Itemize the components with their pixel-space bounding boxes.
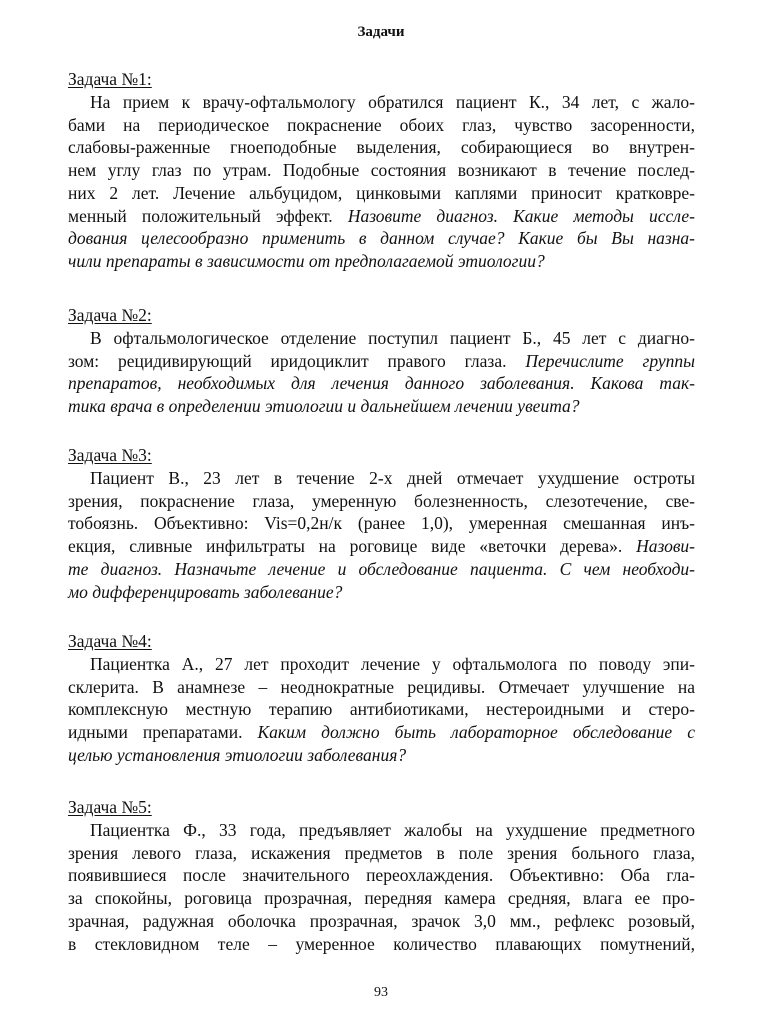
question-text: те диагноз. Назначьте лечение и обследование пациента. С чем необходи- (68, 558, 695, 579)
text-line (68, 250, 695, 273)
question-text: тика врача в определении этиологии и дальнейшем лечении увеита? (68, 396, 580, 417)
text-line: зом: рецидивирующий иридоциклит правого глаза. Перечислите группы (68, 350, 695, 371)
task-text (68, 819, 695, 955)
text-line: екция, сливные инфильтраты на роговице виде «веточки дерева». Назови- (68, 536, 695, 557)
question-text: Перечислите группы (525, 350, 695, 371)
task-text (68, 327, 695, 418)
task-heading: Задача №4: (68, 631, 152, 651)
question-text: дования целесообразно применить в данном случае? Какие бы Вы назна- (68, 228, 695, 249)
text-line (68, 395, 695, 418)
text-line: зрения левого глаза, искажения предметов в поле зрения больного глаза, (68, 842, 695, 863)
text-line: нем углу глаз по утрам. Подобные состояния возникают в течение послед- (68, 160, 695, 181)
text-line: за спокойны, роговица прозрачная, передняя камера средняя, влага ее про- (68, 888, 695, 909)
task-heading: Задача №2: (68, 305, 152, 325)
task-text (68, 91, 695, 273)
text-line: них 2 лет. Лечение альбуцидом, цинковыми каплями приносит кратковре- (68, 182, 695, 203)
question-text: Назови- (636, 536, 695, 557)
text-line: зрения, покраснение глаза, умеренную болезненность, слезотечение, све- (68, 490, 695, 511)
question-text: чили препараты в зависимости от предполагаемой этиологии? (68, 250, 545, 271)
text-line: зрачная, радужная оболочка прозрачная, зрачок 3,0 мм., рефлекс розовый, (68, 910, 695, 931)
task-3 (68, 444, 695, 603)
text-line: комплексную местную терапию антибиотиками, нестероидными и стеро- (68, 699, 695, 720)
task-heading: Задача №1: (68, 69, 152, 89)
text-line: слабовы-раженные гноеподобные выделения, собирающиеся во внутрен- (68, 137, 695, 158)
task-text (68, 467, 695, 603)
text-line: менный положительный эффект. Назовите диагноз. Какие методы иссле- (68, 205, 695, 226)
page-title: Задачи (357, 24, 405, 40)
question-text: целью установления этиологии заболевания? (68, 744, 407, 765)
question-text: Назовите диагноз. Какие методы иссле- (347, 205, 695, 226)
task-2 (68, 304, 695, 418)
text-line (68, 744, 695, 767)
task-4 (68, 630, 695, 767)
text-line: склерита. В анамнезе – неоднократные рецидивы. Отмечает улучшение на (68, 676, 695, 697)
text-line: тобоязнь. Объективно: Vis=0,2н/к (ранее 1,0), умеренная смешанная инъ- (68, 513, 695, 534)
text-line: В офтальмологическое отделение поступил пациент Б., 45 лет с диагно- (90, 328, 695, 348)
task-1 (68, 68, 695, 273)
text-line (68, 558, 695, 581)
text-line: появившиеся после значительного переохлаждения. Объективно: Оба гла- (68, 865, 695, 886)
question-text: препаратов, необходимых для лечения данного заболевания. Какова так- (68, 373, 695, 394)
task-text (68, 653, 695, 767)
text-line: в стекловидном теле – умеренное количество плавающих помутнений, (68, 933, 695, 954)
text-line: идными препаратами. Каким должно быть лабораторное обследование с (68, 722, 695, 743)
text-line (68, 227, 695, 250)
task-5 (68, 796, 695, 955)
text-line: Пациентка А., 27 лет проходит лечение у офтальмолога по поводу эпи- (90, 654, 695, 674)
text-line (68, 372, 695, 395)
text-line: Пациент В., 23 лет в течение 2-х дней отмечает ухудшение остроты (90, 468, 695, 488)
task-heading: Задача №3: (68, 445, 152, 465)
question-text: Каким должно быть лабораторное обследование с (257, 722, 695, 743)
text-line: На прием к врачу-офтальмологу обратился пациент К., 34 лет, с жало- (90, 92, 695, 112)
page-number: 93 (374, 985, 388, 1000)
text-line (68, 581, 695, 604)
question-text: мо дифференцировать заболевание? (68, 581, 343, 602)
task-heading: Задача №5: (68, 797, 152, 817)
text-line: Пациентка Ф., 33 года, предъявляет жалобы на ухудшение предметного (90, 820, 695, 840)
text-line: бами на периодическое покраснение обоих глаз, чувство засоренности, (68, 114, 695, 135)
